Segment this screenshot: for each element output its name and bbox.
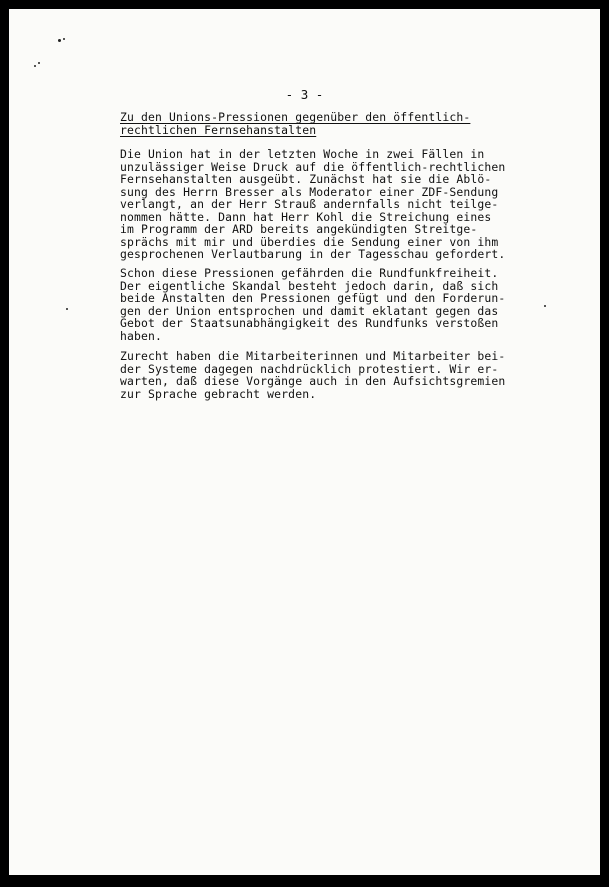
text-line: beide Anstalten den Pressionen gefügt und den Forderun- — [120, 291, 506, 306]
heading-line: rechtlichen Fernsehanstalten — [120, 122, 317, 137]
paragraph-scandal — [120, 267, 505, 342]
page-number: - 3 - — [285, 87, 324, 102]
text-line: Zurecht haben die Mitarbeiterinnen und Mitarbeiter bei- — [120, 349, 506, 363]
scan-speck — [544, 305, 546, 307]
text-line: gen der Union entsprochen und damit eklatant gegen das — [120, 303, 499, 318]
text-line: Gebot der Staatsunabhängigkeit des Rundfunks verstoßen — [120, 316, 499, 331]
text-line: warten, daß diese Vorgänge auch in den Aufsichtsgremien — [120, 374, 506, 389]
text-line: Der eigentliche Skandal besteht jedoch darin, daß sich — [120, 278, 499, 293]
text-line: verlangt, an der Herr Strauß andernfalls nicht teilge- — [120, 197, 499, 212]
text-line: der Systeme dagegen nachdrücklich protestiert. Wir er- — [120, 361, 499, 376]
paragraph-union-pressure — [120, 148, 505, 261]
scan-speck — [38, 62, 40, 64]
scan-speck — [34, 65, 36, 67]
paragraph-protest — [120, 350, 505, 400]
text-line: unzulässiger Weise Druck auf die öffentlich-rechtlichen — [120, 159, 506, 174]
text-line: im Programm der ARD bereits angekündigten Streitge- — [120, 222, 478, 237]
section-heading — [120, 111, 470, 136]
text-line: nommen hätte. Dann hat Herr Kohl die Streichung eines — [120, 209, 492, 224]
scan-speck — [66, 308, 68, 310]
document-page — [9, 9, 600, 875]
text-line: Die Union hat in der letzten Woche in zwei Fällen in — [120, 147, 485, 161]
heading-line: Zu den Unions-Pressionen gegenüber den öffentlich- — [120, 110, 471, 124]
text-line: zur Sprache gebracht werden. — [120, 386, 317, 401]
text-line: sprächs mit mir und überdies die Sendung einer von ihm — [120, 234, 499, 249]
text-line: gesprochenen Verlautbarung in der Tagesschau gefordert. — [120, 247, 506, 262]
text-line: Schon diese Pressionen gefährden die Rundfunkfreiheit. — [120, 266, 499, 280]
text-line: sung des Herrn Bresser als Moderator einer ZDF-Sendung — [120, 184, 499, 199]
text-line: haben. — [120, 328, 163, 343]
scan-speck — [58, 39, 61, 42]
text-line: Fernsehanstalten ausgeübt. Zunächst hat sie die Ablö- — [120, 172, 492, 187]
scan-speck — [63, 38, 65, 40]
